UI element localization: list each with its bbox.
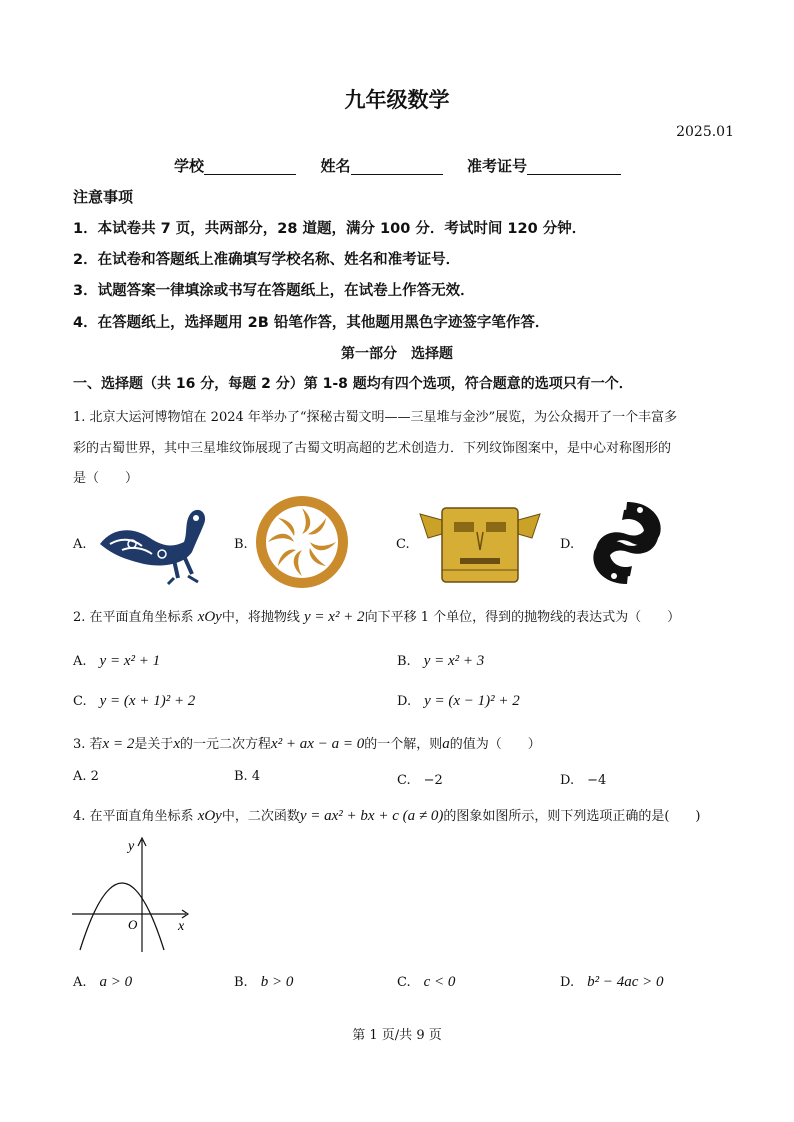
q2-option-a[interactable]: A. y = x² + 1 [73, 653, 161, 669]
part-title: 第一部分 选择题 [341, 346, 453, 362]
notes-title: 注意事项 [73, 188, 134, 206]
exam-date: 2025.01 [676, 124, 734, 140]
bird-pattern-image[interactable] [92, 498, 210, 590]
x-axis-label: x [178, 919, 185, 934]
id-blank[interactable] [527, 158, 621, 175]
dragon-pattern-image[interactable] [580, 496, 674, 590]
name-blank[interactable] [351, 158, 443, 175]
note-item: 2．在试卷和答题纸上准确填写学校名称、姓名和准考证号． [73, 252, 461, 268]
parabola-graph [70, 836, 194, 954]
q1-option-label: C. [396, 537, 410, 552]
id-label: 准考证号 [466, 157, 527, 175]
y-axis-label: y [128, 839, 135, 854]
bronze-mask-image[interactable] [416, 504, 544, 586]
parabola-curve [80, 883, 164, 950]
section-heading: 一、选择题（共 16 分，每题 2 分）第 1-8 题均有四个选项，符合题意的选项只有一个． [73, 376, 633, 392]
q1-option-label: A. [73, 537, 87, 552]
q3-option-d[interactable]: D. −4 [560, 773, 607, 788]
q1-option-label: D. [560, 537, 575, 552]
q1-line: 彩的古蜀世界，其中三星堆纹饰展现了古蜀文明高超的艺术创造力．下列纹饰图案中，是中心对称图形的 [73, 441, 672, 456]
q2-option-c[interactable]: C. y = (x + 1)² + 2 [73, 693, 196, 709]
note-item: 1．本试卷共 7 页，共两部分，28 道题，满分 100 分．考试时间 120 分钟． [73, 221, 587, 237]
sun-disc-image[interactable] [254, 494, 350, 590]
q3-stem: 3. 若x = 2是关于x的一元二次方程x² + ax − a = 0的一个解，则a的值为（ ） [73, 736, 541, 752]
q3-option-c[interactable]: C. −2 [397, 773, 443, 788]
student-info-row [174, 155, 621, 176]
q3-option-b[interactable]: B. 4 [234, 769, 261, 784]
page-title: 九年级数学 [344, 88, 450, 112]
q2-option-d[interactable]: D. y = (x − 1)² + 2 [397, 693, 520, 709]
origin-label: O [128, 917, 138, 932]
q3-option-a[interactable]: A. 2 [73, 769, 99, 784]
school-blank[interactable] [204, 158, 296, 175]
note-item: 4．在答题纸上，选择题用 2B 铅笔作答，其他题用黑色字迹签字笔作答． [73, 315, 550, 331]
q4-option-c[interactable]: C. c < 0 [397, 974, 456, 990]
q2-option-b[interactable]: B. y = x² + 3 [397, 653, 485, 669]
q4-stem: 4. 在平面直角坐标系 xOy中，二次函数y = ax² + bx + c (a ≠ 0)的图象如图所示，则下列选项正确的是( ) [73, 808, 701, 824]
school-label: 学校 [174, 157, 205, 175]
q4-option-a[interactable]: A. a > 0 [73, 974, 133, 990]
note-item: 3．试题答案一律填涂或书写在答题纸上，在试卷上作答无效． [73, 283, 475, 299]
q4-option-b[interactable]: B. b > 0 [234, 974, 294, 990]
name-label: 姓名 [320, 157, 351, 175]
q1-line: 是（ ） [73, 471, 139, 486]
page-number: 第 1 页/共 9 页 [352, 1028, 442, 1043]
q1-option-label: B. [234, 537, 248, 552]
q2-stem: 2. 在平面直角坐标系 xOy中，将抛物线 y = x² + 2向下平移 1 个单位，得到的抛物线的表达式为（ ） [73, 609, 681, 625]
q1-line: 1. 北京大运河博物馆在 2024 年举办了“探秘古蜀文明——三星堆与金沙”展览，为公众揭开了一个丰富多 [73, 410, 678, 425]
q4-option-d[interactable]: D. b² − 4ac > 0 [560, 974, 664, 990]
